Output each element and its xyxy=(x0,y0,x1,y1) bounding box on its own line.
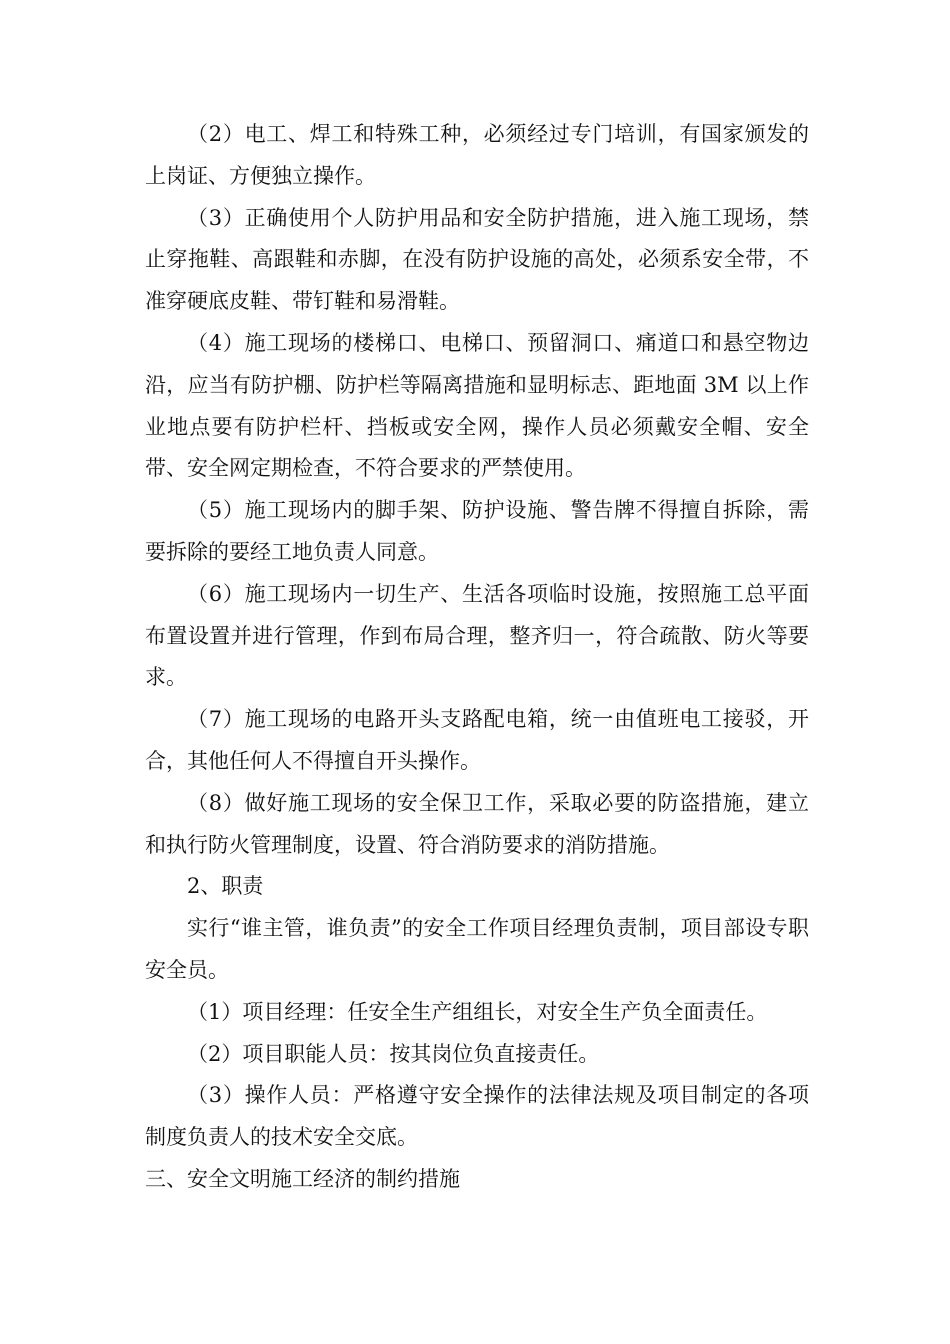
paragraph-item-8: （8）做好施工现场的安全保卫工作，采取必要的防盗措施，建立和执行防火管理制度，设置、符合消防要求的消防措施。 xyxy=(145,790,809,857)
paragraph-item-7: （7）施工现场的电路开头支路配电箱，统一由值班电工接驳，开合，其他任何人不得擅自开头操作。 xyxy=(145,707,809,773)
paragraph-item-5: （5）施工现场内的脚手架、防护设施、警告牌不得擅自拆除，需要拆除的要经工地负责人同意。 xyxy=(145,498,809,564)
section-heading: 三、安全文明施工经济的制约措施 xyxy=(145,1166,460,1191)
paragraph-item-2: （2）电工、焊工和特殊工种，必须经过专门培训，有国家颁发的上岗证、方便独立操作。 xyxy=(145,122,809,188)
subheading-responsibilities: 2、职责 xyxy=(187,874,264,899)
paragraph-project-manager: （1）项目经理：任安全生产组组长，对安全生产负全面责任。 xyxy=(187,999,768,1024)
document-page xyxy=(145,114,809,1201)
paragraph-item-3: （3）正确使用个人防护用品和安全防护措施，进入施工现场，禁止穿拖鞋、高跟鞋和赤脚，在没有防护设施的高处，必须系安全带，不准穿硬底皮鞋、带钉鞋和易滑鞋。 xyxy=(145,205,809,314)
paragraph-item-4: （4）施工现场的楼梯口、电梯口、预留洞口、痛道口和悬空物边沿，应当有防护棚、防护栏等隔离措施和显明标志、距地面 3M 以上作业地点要有防护栏杆、挡板或安全网，操作人员必须戴安全帽、安全带、安全网定期检查，不符合要求的严禁使用。 xyxy=(145,330,809,481)
paragraph-item-6: （6）施工现场内一切生产、生活各项临时设施，按照施工总平面布置设置并进行管理，作到布局合理，整齐归一，符合疏散、防火等要求。 xyxy=(145,581,809,690)
paragraph-responsibility-system: 实行“谁主管，谁负责”的安全工作项目经理负责制，项目部设专职安全员。 xyxy=(145,916,809,982)
paragraph-functional-staff: （2）项目职能人员：按其岗位负直接责任。 xyxy=(187,1041,600,1066)
paragraph-operators: （3）操作人员：严格遵守安全操作的法律法规及项目制定的各项制度负责人的技术安全交底。 xyxy=(145,1083,809,1150)
